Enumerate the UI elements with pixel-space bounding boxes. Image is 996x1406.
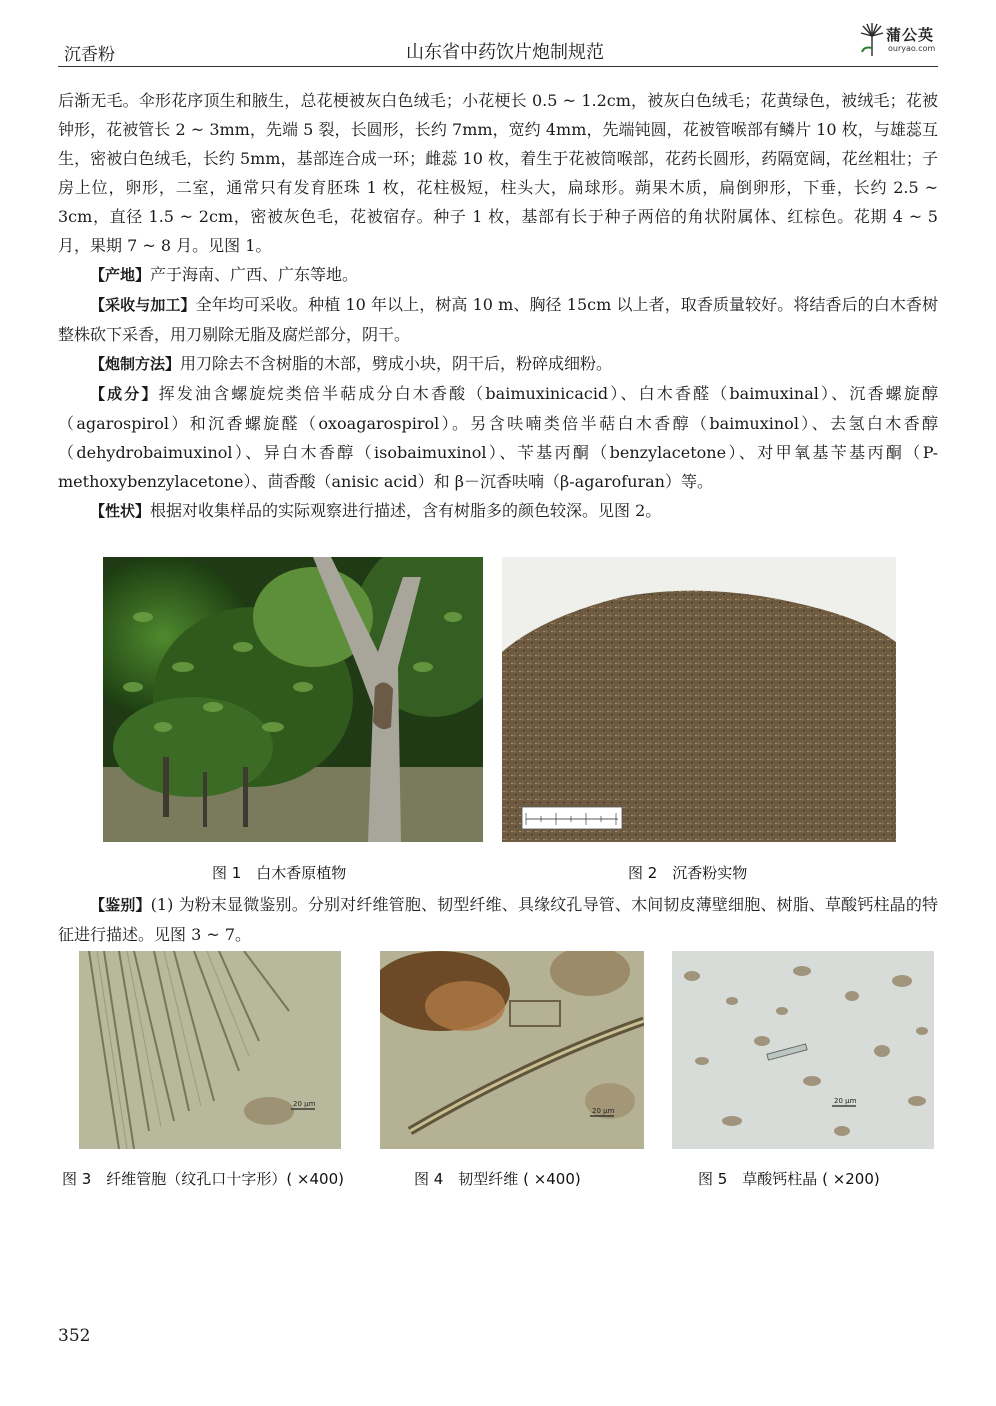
figure-2-photo (502, 557, 896, 842)
scale-label: 20 μm (592, 1107, 615, 1115)
page-header (0, 0, 996, 70)
figure-5-caption: 图 5 草酸钙柱晶 ( ×200) (698, 1170, 880, 1188)
trait-heading: 【性状】 (90, 502, 151, 520)
origin-paragraph (58, 260, 938, 290)
harvest-heading: 【采收与加工】 (90, 296, 196, 314)
running-head-left: 沉香粉 (64, 45, 115, 65)
logo-text: 蒲公英 (886, 26, 935, 44)
ident-paragraph (58, 890, 938, 949)
component-text: 挥发油含螺旋烷类倍半萜成分白木香酸（baimuxinicacid）、白木香醛（baimuxinal）、沉香螺旋醇（agarospirol）和沉香螺旋醛（oxoagarospirol）。另含呋喃类倍半萜白木香醇（baimuxinol）、去氢白木香醇（dehydrobaimuxinol）、异白木香醇（isobaimuxinol）、苄基丙酮（benzylacetone）、对甲氧基苄基丙酮（P-methoxybenzylacetone）、茴香酸（anisic acid）和 β－沉香呋喃（β-agarofuran）等。 (58, 384, 938, 491)
trait-paragraph (58, 496, 938, 526)
figure-3-caption: 图 3 纤维管胞（纹孔口十字形）( ×400) (62, 1170, 344, 1188)
component-paragraph (58, 379, 938, 496)
origin-heading: 【产地】 (90, 266, 151, 284)
method-paragraph (58, 349, 938, 379)
page-number: 352 (58, 1326, 91, 1346)
dandelion-icon (858, 22, 886, 58)
figure-4-micrograph (380, 951, 644, 1149)
figure-1-caption: 图 1 白木香原植物 (212, 864, 347, 882)
figure-3-micrograph (79, 951, 341, 1149)
method-heading: 【炮制方法】 (90, 355, 181, 373)
ident-heading: 【鉴别】 (90, 896, 151, 914)
ruler (522, 807, 622, 829)
figure-5-micrograph (672, 951, 934, 1149)
component-heading: 【成分】 (90, 385, 159, 403)
watermark-logo (858, 22, 948, 62)
identification-text (58, 890, 938, 949)
harvest-text: 全年均可采收。种植 10 年以上，树高 10 m、胸径 15cm 以上者，取香质量较好。将结香后的白木香树整株砍下采香，用刀剔除无脂及腐烂部分，阴干。 (58, 295, 938, 344)
running-head-center: 山东省中药饮片炮制规范 (406, 42, 604, 63)
header-rule (58, 66, 938, 67)
ident-text: (1) 为粉末显微鉴别。分别对纤维管胞、韧型纤维、具缘纹孔导管、木间韧皮薄壁细胞、树脂、草酸钙柱晶的特征进行描述。见图 3 ~ 7。 (58, 895, 938, 944)
scale-label: 20 μm (834, 1097, 857, 1105)
figure-2-caption: 图 2 沉香粉实物 (628, 864, 748, 882)
scale-label: 20 μm (293, 1100, 316, 1108)
origin-text: 产于海南、广西、广东等地。 (150, 265, 359, 284)
description-paragraph: 后渐无毛。伞形花序顶生和腋生，总花梗被灰白色绒毛；小花梗长 0.5 ~ 1.2cm，被灰白色绒毛；花黄绿色，被绒毛；花被钟形，花被管长 2 ~ 3mm，先端 5 裂，长圆形，长约 7mm，宽约 4mm，先端钝圆，花被管喉部有鳞片 10 枚，与雄蕊互生，密被白色绒毛，长约 5mm，基部连合成一环；雌蕊 10 枚，着生于花被筒喉部，花药长圆形，药隔宽阔，花丝粗壮；子房上位，卵形，二室，通常只有发育胚珠 1 枚，花柱极短，柱头大，扁球形。蒴果木质，扁倒卵形，下垂，长约 2.5 ~ 3cm，直径 1.5 ~ 2cm，密被灰色毛，花被宿存。种子 1 枚，基部有长于种子两倍的角状附属体、红棕色。花期 4 ~ 5 月，果期 7 ~ 8 月。见图 1。 (58, 91, 938, 255)
figure-1-photo (103, 557, 483, 842)
harvest-paragraph (58, 290, 938, 349)
logo-url: ouryao.com (888, 44, 936, 53)
trait-text: 根据对收集样品的实际观察进行描述，含有树脂多的颜色较深。见图 2。 (150, 501, 662, 520)
figure-4-caption: 图 4 韧型纤维 ( ×400) (414, 1170, 581, 1188)
method-text: 用刀除去不含树脂的木部，劈成小块，阴干后，粉碎成细粉。 (180, 354, 613, 373)
body-text (58, 86, 938, 526)
